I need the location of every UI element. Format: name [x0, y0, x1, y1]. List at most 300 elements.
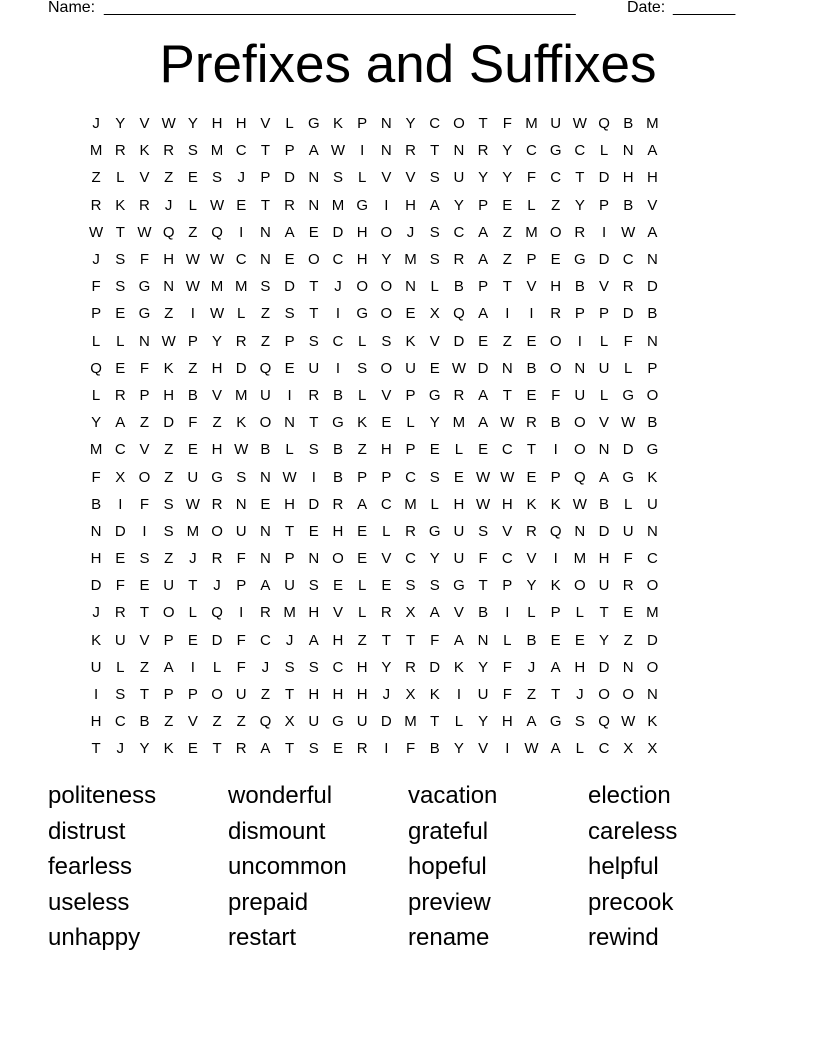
- grid-letter[interactable]: T: [309, 414, 319, 432]
- grid-letter[interactable]: N: [259, 468, 271, 486]
- grid-letter[interactable]: P: [478, 278, 489, 296]
- grid-letter[interactable]: V: [647, 196, 658, 214]
- grid-letter[interactable]: F: [502, 658, 512, 676]
- grid-letter[interactable]: V: [139, 115, 150, 133]
- grid-letter[interactable]: C: [332, 332, 344, 350]
- grid-letter[interactable]: E: [332, 740, 343, 758]
- grid-letter[interactable]: T: [115, 223, 125, 241]
- grid-letter[interactable]: C: [332, 658, 344, 676]
- grid-letter[interactable]: T: [260, 196, 270, 214]
- grid-letter[interactable]: L: [357, 577, 367, 595]
- grid-letter[interactable]: K: [115, 196, 126, 214]
- grid-letter[interactable]: H: [356, 658, 368, 676]
- grid-letter[interactable]: U: [187, 468, 199, 486]
- grid-letter[interactable]: C: [235, 142, 247, 160]
- grid-letter[interactable]: D: [598, 169, 610, 187]
- grid-letter[interactable]: A: [308, 142, 319, 160]
- grid-letter[interactable]: R: [453, 251, 465, 269]
- grid-letter[interactable]: K: [405, 332, 416, 350]
- grid-letter[interactable]: Z: [164, 468, 174, 486]
- grid-letter[interactable]: R: [308, 386, 320, 404]
- grid-letter[interactable]: P: [599, 196, 610, 214]
- grid-letter[interactable]: H: [332, 522, 344, 540]
- grid-letter[interactable]: Q: [259, 713, 272, 731]
- grid-letter[interactable]: A: [550, 658, 561, 676]
- grid-letter[interactable]: S: [139, 550, 150, 568]
- grid-letter[interactable]: Y: [381, 251, 392, 269]
- grid-letter[interactable]: I: [335, 305, 341, 323]
- grid-letter[interactable]: I: [142, 522, 147, 540]
- grid-letter[interactable]: P: [187, 686, 198, 704]
- grid-letter[interactable]: Z: [212, 713, 222, 731]
- grid-letter[interactable]: S: [429, 169, 440, 187]
- grid-letter[interactable]: W: [330, 142, 346, 160]
- grid-letter[interactable]: V: [381, 386, 392, 404]
- grid-letter[interactable]: F: [139, 251, 150, 269]
- grid-letter[interactable]: P: [550, 468, 561, 486]
- grid-letter[interactable]: N: [235, 495, 247, 513]
- grid-letter[interactable]: Z: [164, 713, 174, 731]
- grid-letter[interactable]: L: [599, 142, 609, 160]
- grid-letter[interactable]: W: [476, 468, 491, 486]
- grid-letter[interactable]: H: [211, 359, 223, 377]
- grid-letter[interactable]: N: [646, 686, 658, 704]
- grid-letter[interactable]: F: [115, 577, 125, 595]
- grid-letter[interactable]: N: [574, 522, 586, 540]
- grid-letter[interactable]: P: [478, 196, 489, 214]
- grid-letter[interactable]: E: [478, 332, 489, 350]
- grid-letter[interactable]: W: [185, 251, 200, 269]
- grid-letter[interactable]: V: [332, 604, 343, 622]
- grid-letter[interactable]: G: [453, 577, 465, 595]
- grid-letter[interactable]: G: [356, 196, 368, 214]
- grid-letter[interactable]: O: [380, 359, 393, 377]
- grid-letter[interactable]: B: [550, 414, 561, 432]
- grid-letter[interactable]: C: [380, 495, 392, 513]
- grid-letter[interactable]: J: [527, 658, 536, 676]
- grid-letter[interactable]: B: [623, 115, 634, 133]
- grid-letter[interactable]: H: [308, 604, 320, 622]
- grid-letter[interactable]: S: [308, 577, 319, 595]
- grid-letter[interactable]: E: [623, 604, 634, 622]
- grid-letter[interactable]: V: [429, 332, 440, 350]
- grid-letter[interactable]: S: [478, 522, 489, 540]
- grid-letter[interactable]: F: [91, 278, 101, 296]
- grid-letter[interactable]: K: [91, 631, 102, 649]
- grid-letter[interactable]: T: [260, 142, 270, 160]
- grid-letter[interactable]: D: [598, 658, 610, 676]
- grid-letter[interactable]: L: [357, 332, 367, 350]
- grid-letter[interactable]: Q: [598, 713, 610, 731]
- grid-letter[interactable]: M: [646, 115, 659, 133]
- grid-letter[interactable]: Y: [526, 577, 537, 595]
- grid-letter[interactable]: V: [453, 604, 464, 622]
- grid-letter[interactable]: N: [308, 196, 320, 214]
- grid-letter[interactable]: Z: [502, 332, 512, 350]
- grid-letter[interactable]: T: [188, 577, 198, 595]
- grid-letter[interactable]: X: [284, 713, 295, 731]
- grid-letter[interactable]: E: [187, 631, 198, 649]
- grid-letter[interactable]: V: [139, 441, 150, 459]
- grid-letter[interactable]: D: [646, 631, 658, 649]
- grid-letter[interactable]: E: [453, 468, 464, 486]
- grid-letter[interactable]: H: [574, 658, 586, 676]
- grid-letter[interactable]: Z: [164, 550, 174, 568]
- grid-letter[interactable]: G: [622, 468, 635, 486]
- grid-letter[interactable]: V: [599, 278, 610, 296]
- grid-letter[interactable]: N: [501, 359, 513, 377]
- grid-letter[interactable]: I: [239, 223, 244, 241]
- grid-letter[interactable]: W: [234, 441, 249, 459]
- grid-letter[interactable]: H: [380, 441, 392, 459]
- grid-letter[interactable]: R: [622, 577, 634, 595]
- grid-letter[interactable]: J: [261, 658, 270, 676]
- grid-letter[interactable]: A: [478, 305, 489, 323]
- grid-letter[interactable]: J: [92, 604, 100, 622]
- grid-letter[interactable]: E: [187, 169, 198, 187]
- grid-letter[interactable]: O: [598, 686, 610, 704]
- grid-letter[interactable]: D: [453, 332, 465, 350]
- grid-letter[interactable]: T: [309, 305, 319, 323]
- grid-letter[interactable]: S: [284, 658, 295, 676]
- grid-letter[interactable]: I: [529, 305, 534, 323]
- grid-letter[interactable]: O: [646, 658, 659, 676]
- grid-letter[interactable]: K: [163, 359, 174, 377]
- grid-letter[interactable]: L: [430, 495, 439, 513]
- grid-letter[interactable]: I: [239, 604, 244, 622]
- grid-letter[interactable]: L: [527, 196, 536, 214]
- grid-letter[interactable]: A: [357, 495, 368, 513]
- grid-letter[interactable]: N: [259, 223, 271, 241]
- grid-letter[interactable]: S: [163, 522, 174, 540]
- grid-letter[interactable]: S: [381, 332, 392, 350]
- grid-letter[interactable]: E: [187, 740, 198, 758]
- grid-letter[interactable]: T: [478, 115, 488, 133]
- grid-letter[interactable]: C: [114, 441, 126, 459]
- grid-letter[interactable]: A: [647, 142, 658, 160]
- grid-letter[interactable]: U: [622, 522, 634, 540]
- grid-letter[interactable]: C: [526, 142, 537, 160]
- grid-letter[interactable]: U: [259, 386, 271, 404]
- grid-letter[interactable]: G: [622, 386, 635, 404]
- grid-letter[interactable]: O: [622, 686, 635, 704]
- grid-letter[interactable]: J: [406, 223, 415, 241]
- grid-letter[interactable]: V: [526, 278, 537, 296]
- grid-letter[interactable]: T: [91, 740, 101, 758]
- grid-letter[interactable]: X: [405, 604, 416, 622]
- grid-letter[interactable]: H: [356, 223, 368, 241]
- grid-letter[interactable]: A: [478, 223, 489, 241]
- grid-letter[interactable]: J: [576, 686, 584, 704]
- grid-letter[interactable]: S: [284, 305, 295, 323]
- grid-letter[interactable]: I: [287, 386, 292, 404]
- grid-letter[interactable]: E: [308, 223, 319, 241]
- grid-letter[interactable]: M: [404, 495, 417, 513]
- grid-letter[interactable]: A: [429, 196, 440, 214]
- grid-letter[interactable]: J: [164, 196, 173, 214]
- grid-letter[interactable]: A: [550, 740, 561, 758]
- grid-letter[interactable]: B: [429, 740, 440, 758]
- grid-letter[interactable]: H: [356, 686, 368, 704]
- grid-letter[interactable]: D: [477, 359, 489, 377]
- grid-letter[interactable]: A: [478, 251, 489, 269]
- grid-letter[interactable]: C: [235, 251, 247, 269]
- grid-letter[interactable]: V: [405, 169, 416, 187]
- grid-letter[interactable]: Z: [212, 414, 222, 432]
- grid-letter[interactable]: L: [91, 386, 101, 404]
- grid-letter[interactable]: F: [478, 550, 488, 568]
- grid-letter[interactable]: U: [356, 713, 368, 731]
- grid-letter[interactable]: M: [646, 604, 659, 622]
- grid-letter[interactable]: J: [334, 278, 342, 296]
- grid-letter[interactable]: T: [502, 386, 512, 404]
- grid-letter[interactable]: R: [163, 142, 175, 160]
- grid-letter[interactable]: E: [187, 441, 198, 459]
- grid-letter[interactable]: F: [405, 740, 416, 758]
- grid-letter[interactable]: P: [599, 305, 610, 323]
- grid-letter[interactable]: L: [357, 604, 367, 622]
- grid-letter[interactable]: V: [502, 522, 513, 540]
- date-blank[interactable]: _______: [673, 0, 736, 16]
- grid-letter[interactable]: D: [429, 658, 441, 676]
- grid-letter[interactable]: L: [382, 522, 391, 540]
- grid-letter[interactable]: V: [139, 169, 150, 187]
- grid-letter[interactable]: H: [646, 169, 658, 187]
- grid-letter[interactable]: P: [405, 441, 416, 459]
- grid-letter[interactable]: I: [335, 359, 341, 377]
- grid-letter[interactable]: C: [622, 251, 634, 269]
- grid-letter[interactable]: C: [550, 169, 562, 187]
- grid-letter[interactable]: N: [139, 332, 150, 350]
- grid-letter[interactable]: U: [284, 577, 296, 595]
- grid-letter[interactable]: T: [478, 577, 488, 595]
- grid-letter[interactable]: Q: [259, 359, 272, 377]
- grid-letter[interactable]: D: [211, 631, 223, 649]
- grid-letter[interactable]: F: [502, 686, 512, 704]
- grid-letter[interactable]: H: [308, 686, 320, 704]
- grid-letter[interactable]: L: [188, 196, 198, 214]
- grid-letter[interactable]: Y: [405, 115, 416, 133]
- grid-letter[interactable]: U: [453, 522, 465, 540]
- grid-letter[interactable]: H: [163, 386, 175, 404]
- grid-letter[interactable]: P: [163, 686, 174, 704]
- grid-letter[interactable]: M: [525, 223, 538, 241]
- grid-letter[interactable]: U: [550, 115, 562, 133]
- grid-letter[interactable]: R: [405, 658, 416, 676]
- grid-letter[interactable]: O: [162, 604, 175, 622]
- grid-letter[interactable]: R: [526, 414, 537, 432]
- grid-letter[interactable]: F: [430, 631, 440, 649]
- grid-letter[interactable]: E: [478, 441, 489, 459]
- grid-letter[interactable]: P: [187, 332, 198, 350]
- grid-letter[interactable]: E: [284, 251, 295, 269]
- grid-letter[interactable]: D: [646, 278, 658, 296]
- grid-letter[interactable]: Y: [478, 713, 489, 731]
- grid-letter[interactable]: P: [550, 604, 561, 622]
- grid-letter[interactable]: M: [186, 522, 200, 540]
- grid-letter[interactable]: Y: [502, 169, 513, 187]
- grid-letter[interactable]: N: [308, 550, 320, 568]
- grid-letter[interactable]: T: [139, 604, 150, 622]
- grid-letter[interactable]: T: [430, 142, 440, 160]
- grid-letter[interactable]: E: [115, 305, 126, 323]
- grid-letter[interactable]: V: [478, 740, 489, 758]
- grid-letter[interactable]: F: [91, 468, 101, 486]
- grid-letter[interactable]: Z: [623, 631, 633, 649]
- name-blank[interactable]: _____________________________________________________: [104, 0, 576, 16]
- grid-letter[interactable]: E: [526, 386, 537, 404]
- grid-letter[interactable]: B: [647, 305, 658, 323]
- grid-letter[interactable]: I: [384, 196, 389, 214]
- grid-letter[interactable]: V: [139, 631, 150, 649]
- grid-letter[interactable]: C: [114, 713, 126, 731]
- grid-letter[interactable]: Z: [91, 169, 101, 187]
- grid-letter[interactable]: R: [453, 386, 465, 404]
- grid-letter[interactable]: D: [622, 441, 634, 459]
- grid-letter[interactable]: L: [91, 332, 101, 350]
- grid-letter[interactable]: S: [308, 740, 319, 758]
- grid-letter[interactable]: N: [622, 658, 634, 676]
- grid-letter[interactable]: H: [598, 550, 610, 568]
- grid-letter[interactable]: F: [236, 550, 246, 568]
- grid-letter[interactable]: W: [500, 414, 515, 432]
- grid-letter[interactable]: F: [623, 550, 633, 568]
- grid-letter[interactable]: J: [116, 740, 125, 758]
- grid-letter[interactable]: O: [574, 414, 586, 432]
- grid-letter[interactable]: D: [332, 223, 344, 241]
- grid-letter[interactable]: N: [380, 115, 392, 133]
- grid-letter[interactable]: H: [90, 713, 102, 731]
- grid-letter[interactable]: N: [259, 550, 271, 568]
- grid-letter[interactable]: Q: [211, 223, 223, 241]
- grid-letter[interactable]: O: [138, 468, 151, 486]
- grid-letter[interactable]: S: [332, 169, 343, 187]
- grid-letter[interactable]: A: [260, 577, 271, 595]
- grid-letter[interactable]: T: [599, 604, 609, 622]
- grid-letter[interactable]: L: [285, 441, 294, 459]
- grid-letter[interactable]: N: [259, 522, 271, 540]
- grid-letter[interactable]: E: [526, 468, 537, 486]
- grid-letter[interactable]: H: [332, 631, 344, 649]
- grid-letter[interactable]: F: [236, 631, 246, 649]
- grid-letter[interactable]: G: [549, 142, 562, 160]
- grid-letter[interactable]: D: [598, 522, 610, 540]
- grid-letter[interactable]: O: [259, 414, 272, 432]
- grid-letter[interactable]: G: [138, 278, 151, 296]
- grid-letter[interactable]: E: [429, 441, 440, 459]
- grid-letter[interactable]: X: [115, 468, 126, 486]
- grid-letter[interactable]: D: [622, 305, 634, 323]
- grid-letter[interactable]: R: [405, 142, 416, 160]
- grid-letter[interactable]: M: [89, 441, 103, 459]
- grid-letter[interactable]: C: [598, 740, 610, 758]
- grid-letter[interactable]: Y: [599, 631, 610, 649]
- grid-letter[interactable]: S: [429, 577, 440, 595]
- grid-letter[interactable]: D: [90, 577, 102, 595]
- grid-letter[interactable]: D: [284, 278, 296, 296]
- grid-letter[interactable]: M: [210, 142, 224, 160]
- grid-letter[interactable]: T: [551, 686, 561, 704]
- grid-letter[interactable]: R: [380, 604, 392, 622]
- grid-letter[interactable]: Z: [139, 658, 150, 676]
- grid-letter[interactable]: C: [332, 251, 344, 269]
- grid-letter[interactable]: K: [429, 686, 440, 704]
- grid-letter[interactable]: Z: [357, 631, 367, 649]
- grid-letter[interactable]: W: [209, 196, 225, 214]
- grid-letter[interactable]: A: [478, 386, 489, 404]
- grid-letter[interactable]: I: [190, 658, 195, 676]
- grid-letter[interactable]: G: [307, 115, 320, 133]
- grid-letter[interactable]: W: [209, 251, 225, 269]
- grid-letter[interactable]: A: [599, 468, 610, 486]
- grid-letter[interactable]: L: [237, 305, 246, 323]
- grid-letter[interactable]: N: [453, 142, 465, 160]
- grid-letter[interactable]: M: [234, 278, 248, 296]
- grid-letter[interactable]: S: [115, 686, 126, 704]
- grid-letter[interactable]: E: [284, 359, 295, 377]
- grid-letter[interactable]: D: [163, 414, 175, 432]
- grid-letter[interactable]: D: [235, 359, 247, 377]
- grid-letter[interactable]: W: [500, 468, 515, 486]
- grid-letter[interactable]: L: [188, 604, 198, 622]
- grid-letter[interactable]: Y: [478, 658, 489, 676]
- grid-letter[interactable]: S: [429, 468, 440, 486]
- grid-letter[interactable]: Z: [260, 305, 270, 323]
- grid-letter[interactable]: I: [505, 305, 510, 323]
- grid-letter[interactable]: W: [524, 740, 539, 758]
- grid-letter[interactable]: E: [550, 251, 561, 269]
- grid-letter[interactable]: R: [114, 386, 126, 404]
- grid-letter[interactable]: Q: [598, 115, 610, 133]
- grid-letter[interactable]: N: [284, 414, 296, 432]
- grid-letter[interactable]: D: [380, 713, 392, 731]
- grid-letter[interactable]: L: [527, 604, 536, 622]
- grid-letter[interactable]: I: [190, 305, 195, 323]
- grid-letter[interactable]: Z: [502, 223, 512, 241]
- grid-letter[interactable]: H: [501, 495, 513, 513]
- grid-letter[interactable]: I: [456, 686, 461, 704]
- grid-letter[interactable]: Z: [164, 305, 174, 323]
- grid-letter[interactable]: B: [647, 414, 658, 432]
- grid-letter[interactable]: T: [502, 278, 512, 296]
- grid-letter[interactable]: K: [332, 115, 343, 133]
- grid-letter[interactable]: J: [213, 577, 221, 595]
- grid-letter[interactable]: H: [453, 495, 465, 513]
- grid-letter[interactable]: C: [453, 223, 465, 241]
- grid-letter[interactable]: M: [210, 278, 224, 296]
- grid-letter[interactable]: O: [211, 522, 223, 540]
- grid-letter[interactable]: F: [188, 414, 198, 432]
- grid-letter[interactable]: H: [356, 251, 368, 269]
- grid-letter[interactable]: N: [90, 522, 102, 540]
- grid-letter[interactable]: V: [260, 115, 271, 133]
- grid-letter[interactable]: I: [553, 441, 558, 459]
- grid-letter[interactable]: N: [646, 332, 658, 350]
- grid-letter[interactable]: S: [212, 169, 223, 187]
- grid-letter[interactable]: W: [572, 115, 587, 133]
- grid-letter[interactable]: V: [212, 386, 223, 404]
- grid-letter[interactable]: F: [551, 386, 561, 404]
- grid-letter[interactable]: U: [308, 713, 320, 731]
- grid-letter[interactable]: T: [526, 441, 537, 459]
- grid-letter[interactable]: X: [429, 305, 440, 323]
- grid-letter[interactable]: K: [357, 414, 368, 432]
- grid-letter[interactable]: S: [405, 577, 416, 595]
- grid-letter[interactable]: M: [89, 142, 103, 160]
- grid-letter[interactable]: H: [622, 169, 634, 187]
- grid-letter[interactable]: F: [623, 332, 633, 350]
- grid-letter[interactable]: I: [118, 495, 123, 513]
